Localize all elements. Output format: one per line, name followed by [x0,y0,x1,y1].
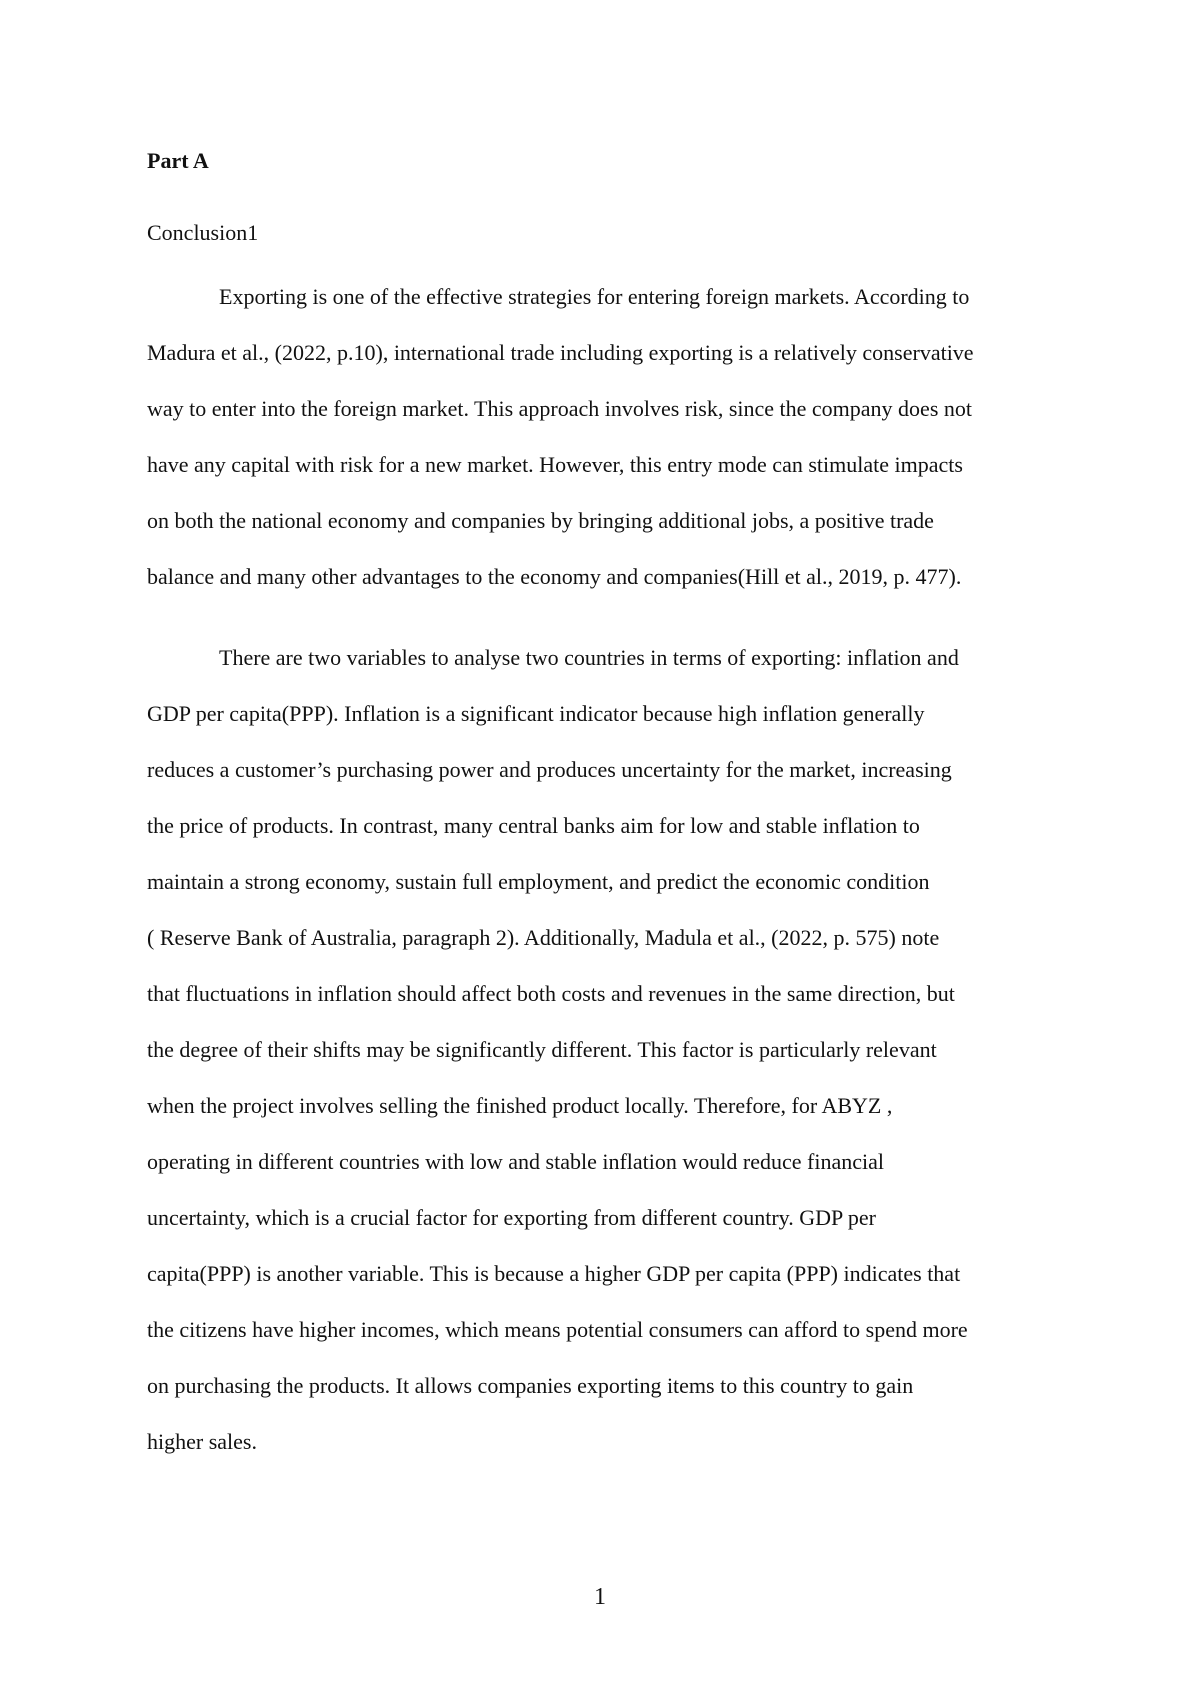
paragraph-line: reduces a customer’s purchasing power and produces uncertainty for the market, increasing [147,757,952,782]
paragraph-line: higher sales. [147,1429,257,1454]
paragraph-line: operating in different countries with low and stable inflation would reduce financial [147,1149,884,1174]
paragraph-line: on purchasing the products. It allows companies exporting items to this country to gain [147,1373,914,1398]
paragraph-line: maintain a strong economy, sustain full employment, and predict the economic condition [147,869,930,894]
paragraph-exporting [147,282,1057,618]
paragraph-line: Exporting is one of the effective strategies for entering foreign markets. According to [219,284,970,309]
paragraph-line: GDP per capita(PPP). Inflation is a significant indicator because high inflation generally [147,701,925,726]
paragraph-line: Madura et al., (2022, p.10), international trade including exporting is a relatively conservative [147,340,974,365]
paragraph-line: uncertainty, which is a crucial factor for exporting from different country. GDP per [147,1205,876,1230]
paragraph-line: when the project involves selling the finished product locally. Therefore, for ABYZ , [147,1093,893,1118]
section-heading: Part A [147,148,209,173]
paragraph-line: that fluctuations in inflation should affect both costs and revenues in the same direction, but [147,981,955,1006]
paragraph-line: the degree of their shifts may be significantly different. This factor is particularly relevant [147,1037,937,1062]
paragraph-line: balance and many other advantages to the economy and companies(Hill et al., 2019, p. 477). [147,564,962,589]
paragraph-line: the citizens have higher incomes, which means potential consumers can afford to spend more [147,1317,968,1342]
subsection-heading: Conclusion1 [147,220,259,245]
paragraph-line: on both the national economy and companies by bringing additional jobs, a positive trade [147,508,934,533]
paragraph-line: There are two variables to analyse two countries in terms of exporting: inflation and [219,645,959,670]
paragraph-variables [147,643,1057,1483]
paragraph-line: have any capital with risk for a new market. However, this entry mode can stimulate impacts [147,452,963,477]
paragraph-line: way to enter into the foreign market. This approach involves risk, since the company does not [147,396,972,421]
page-number: 1 [594,1584,606,1610]
paragraph-line: ( Reserve Bank of Australia, paragraph 2). Additionally, Madula et al., (2022, p. 575) note [147,925,940,950]
paragraph-line: the price of products. In contrast, many central banks aim for low and stable inflation to [147,813,920,838]
paragraph-line: capita(PPP) is another variable. This is because a higher GDP per capita (PPP) indicates that [147,1261,961,1286]
